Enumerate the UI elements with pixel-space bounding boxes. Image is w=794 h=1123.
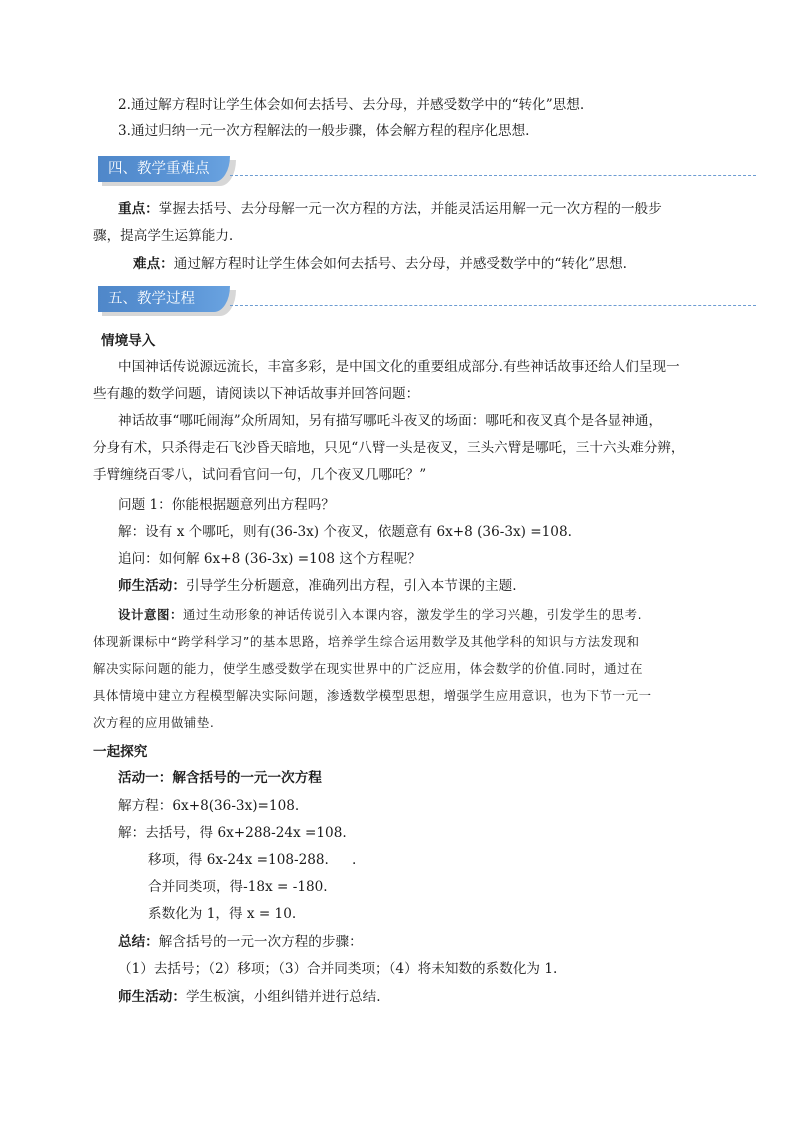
key-point xyxy=(118,199,662,219)
step-transpose: 移项，得 6x-24x =108-288. xyxy=(148,852,329,868)
paragraph-1a: 中国神话传说源远流长，丰富多彩，是中国文化的重要组成部分.有些神话故事还给人们呈现一 xyxy=(118,359,680,375)
section-divider xyxy=(230,175,756,176)
section-heading-key-points xyxy=(98,156,738,194)
summary xyxy=(118,932,363,952)
objective-3: 3.通过归纳一元一次方程解法的一般步骤，体会解方程的程序化思想. xyxy=(118,123,530,139)
design-intent-5: 次方程的应用做铺垫. xyxy=(93,715,215,730)
paragraph-1b: 些有趣的数学问题，请阅读以下神话故事并回答问题： xyxy=(93,386,420,402)
follow-up: 追问：如何解 6x+8 (36-3x) =108 这个方程呢？ xyxy=(118,551,421,567)
explore-heading: 一起探究 xyxy=(93,744,148,760)
difficulty xyxy=(133,254,627,274)
section-divider xyxy=(230,305,756,306)
teacher-student-activity-1 xyxy=(118,576,517,596)
section-tab-5: 五、教学过程 xyxy=(98,286,230,312)
design-intent-2: 体现新课标中“跨学科学习”的基本思路，培养学生综合运用数学及其他学科的知识与方法发现和 xyxy=(93,634,640,649)
design-intent-4: 具体情境中建立方程模型解决实际问题，渗透数学模型思想，增强学生应用意识，也为下节一元一 xyxy=(93,688,652,703)
key-point-text: 掌握去括号、去分母解一元一次方程的方法，并能灵活运用解一元一次方程的一般步 xyxy=(158,201,662,217)
summary-steps: （1）去括号；（2）移项；（3）合并同类项；（4）将未知数的系数化为 1. xyxy=(118,961,558,977)
paragraph-2a: 神话故事“哪吒闹海”众所周知，另有描写哪吒斗夜叉的场面：哪吒和夜叉真个是各显神通， xyxy=(118,413,663,429)
question-1: 问题 1：你能根据题意列出方程吗？ xyxy=(118,497,335,513)
objective-2: 2.通过解方程时让学生体会如何去括号、去分母，并感受数学中的“转化”思想. xyxy=(118,97,585,113)
design-text: 通过生动形象的神话传说引入本课内容，激发学生的学习兴趣，引发学生的思考. xyxy=(182,607,643,622)
activity-text: 学生板演，小组纠错并进行总结. xyxy=(185,989,381,1005)
summary-text: 解含括号的一元一次方程的步骤： xyxy=(158,934,363,950)
activity-text: 引导学生分析题意，准确列出方程，引入本节课的主题. xyxy=(185,578,517,594)
key-point-label: 重点： xyxy=(118,201,159,217)
activity-label: 师生活动： xyxy=(118,578,186,594)
stray-dot: . xyxy=(352,852,357,868)
paragraph-2b: 分身有术，只杀得走石飞沙昏天暗地，只见“八臂一头是夜叉，三头六臂是哪吒，三十六头难分辨， xyxy=(93,440,685,456)
teacher-student-activity-2 xyxy=(118,987,381,1007)
difficulty-label: 难点： xyxy=(133,256,174,272)
section-heading-process xyxy=(98,286,738,324)
design-label: 设计意图： xyxy=(118,607,183,622)
step-expand: 解：去括号，得 6x+288-24x =108. xyxy=(118,825,347,841)
answer-1: 解：设有 x 个哪吒，则有(36-3x) 个夜叉，依题意有 6x+8 (36-3x) =108. xyxy=(118,524,572,540)
situation-heading: 情境导入 xyxy=(101,333,156,349)
design-intent-3: 解决实际问题的能力，使学生感受数学在现实世界中的广泛应用，体会数学的价值.同时，通过在 xyxy=(93,661,644,676)
section-tab-4: 四、教学重难点 xyxy=(98,156,230,182)
design-intent-1 xyxy=(118,605,642,625)
summary-label: 总结： xyxy=(118,934,159,950)
difficulty-text: 通过解方程时让学生体会如何去括号、去分母，并感受数学中的“转化”思想. xyxy=(173,256,627,272)
activity-1-heading: 活动一：解含括号的一元一次方程 xyxy=(118,770,322,786)
activity-label: 师生活动： xyxy=(118,989,186,1005)
step-combine: 合并同类项，得-18x = -180. xyxy=(148,879,328,895)
step-coefficient: 系数化为 1，得 x = 10. xyxy=(148,906,297,922)
equation: 解方程：6x+8(36-3x)=108. xyxy=(118,798,300,814)
key-point-cont: 骤，提高学生运算能力. xyxy=(93,228,234,244)
paragraph-2c: 手臂缠绕百零八，试问看官问一句，几个夜叉几哪吒？” xyxy=(93,467,427,483)
